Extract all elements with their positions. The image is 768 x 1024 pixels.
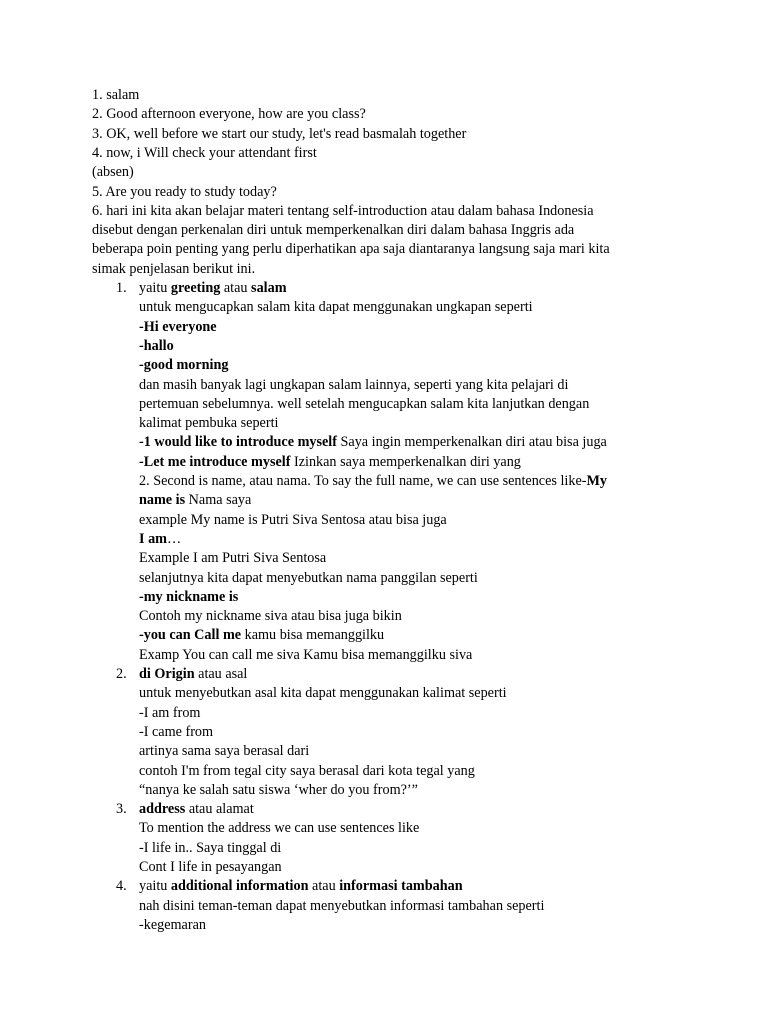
doc-line: -I life in.. Saya tinggal di [139, 839, 282, 856]
doc-line: 2. Second is name, atau nama. To say the full name, we can use sentences like-My [139, 473, 607, 489]
list-number: 1. [116, 280, 127, 296]
doc-line: example My name is Putri Siva Sentosa atau bisa juga [139, 511, 447, 528]
doc-line: kalimat pembuka seperti [139, 415, 279, 432]
doc-line: artinya sama saya berasal dari [139, 743, 310, 760]
doc-line: Examp You can call me siva Kamu bisa memanggilku siva [139, 646, 473, 663]
list-item-heading: yaitu greeting atau salam [139, 280, 287, 296]
doc-line: Example I am Putri Siva Sentosa [139, 550, 327, 567]
list-item-heading: di Origin atau asal [139, 666, 248, 682]
doc-line: simak penjelasan berikut ini. [92, 260, 256, 277]
doc-line: untuk mengucapkan salam kita dapat menggunakan ungkapan seperti [139, 299, 533, 316]
doc-line: 3. OK, well before we start our study, let's read basmalah together [92, 125, 467, 142]
doc-line: -you can Call me kamu bisa memanggilku [139, 627, 385, 644]
doc-line: untuk menyebutkan asal kita dapat menggunakan kalimat seperti [139, 685, 507, 702]
list-item-heading: yaitu additional information atau informasi tambahan [139, 878, 463, 895]
doc-line: nah disini teman-teman dapat menyebutkan informasi tambahan seperti [139, 897, 545, 914]
doc-line: 1. salam [92, 87, 140, 103]
list-item-heading: address atau alamat [139, 801, 254, 818]
doc-line: disebut dengan perkenalan diri untuk memperkenalkan diri dalam bahasa Inggris ada [92, 222, 575, 239]
doc-line: -Hi everyone [139, 318, 217, 335]
doc-line: 2. Good afternoon everyone, how are you class? [92, 106, 366, 123]
list-number: 3. [116, 801, 127, 818]
doc-line: -hallo [139, 337, 174, 354]
doc-line: dan masih banyak lagi ungkapan salam lainnya, seperti yang kita pelajari di [139, 376, 569, 393]
doc-line: (absen) [92, 164, 134, 181]
doc-line: beberapa poin penting yang perlu diperhatikan apa saja diantaranya langsung saja mari kita [92, 241, 610, 258]
doc-line: -I came from [139, 723, 214, 740]
doc-line: -Let me introduce myself Izinkan saya memperkenalkan diri yang [139, 453, 521, 470]
doc-line: contoh I'm from tegal city saya berasal dari kota tegal yang [139, 762, 475, 779]
list-number: 4. [116, 878, 127, 895]
doc-line: 6. hari ini kita akan belajar materi tentang self-introduction atau dalam bahasa Indonesia [92, 202, 594, 219]
doc-line: selanjutnya kita dapat menyebutkan nama panggilan seperti [139, 569, 478, 586]
doc-line: -my nickname is [139, 588, 239, 605]
doc-line: -I am from [139, 704, 201, 721]
doc-line: -1 would like to introduce myself Saya ingin memperkenalkan diri atau bisa juga [139, 434, 607, 451]
doc-line: Contoh my nickname siva atau bisa juga bikin [139, 608, 402, 625]
doc-line: I am… [139, 530, 182, 547]
list-number: 2. [116, 666, 127, 682]
doc-line: name is Nama saya [139, 492, 252, 509]
doc-line: To mention the address we can use sentences like [139, 820, 420, 837]
doc-line: “nanya ke salah satu siswa ‘wher do you from?’” [139, 781, 418, 798]
doc-line: pertemuan sebelumnya. well setelah mengucapkan salam kita lanjutkan dengan [139, 395, 590, 412]
doc-line: -good morning [139, 357, 229, 374]
doc-line: 5. Are you ready to study today? [92, 183, 277, 200]
doc-line: Cont I life in pesayangan [139, 859, 282, 875]
doc-line: -kegemaran [139, 916, 206, 933]
doc-line: 4. now, i Will check your attendant first [92, 144, 317, 161]
